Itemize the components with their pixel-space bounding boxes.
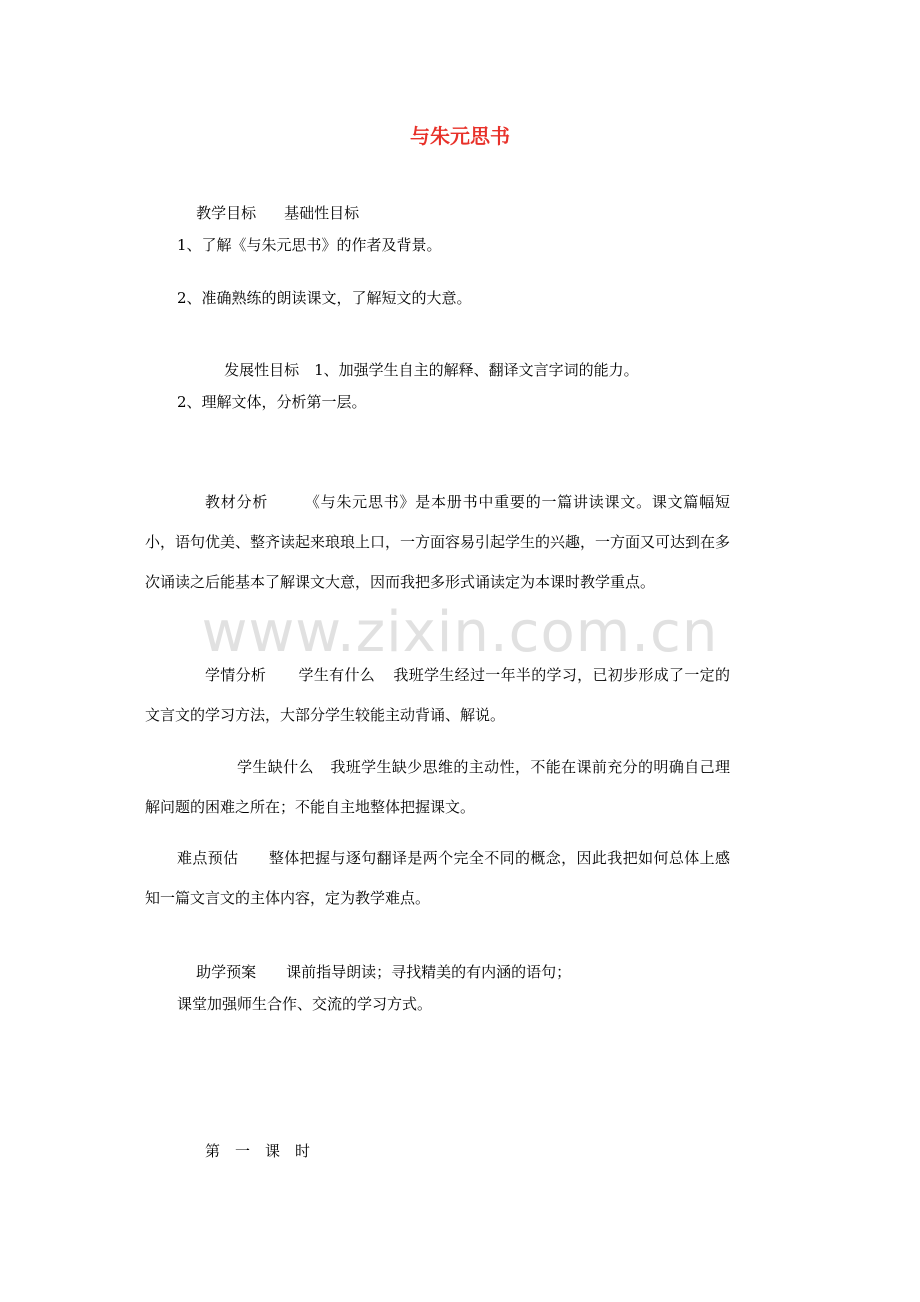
lesson-heading: 第 一 课 时: [205, 1142, 311, 1160]
learning-lack-text: 我班学生缺少思维的主动性，不能在课前充分的明确自己理解问题的困难之所在；不能自主地整体把握课文。: [145, 758, 730, 816]
difficulty-estimate: [145, 838, 730, 918]
development-goals: [205, 340, 639, 400]
learning-analysis-label: 学情分析: [205, 666, 267, 684]
difficulty-text: 整体把握与逐句翻译是两个完全不同的概念，因此我把如何总体上感知一篇文言文的主体内容，定为教学难点。: [145, 849, 730, 907]
learning-aids: [177, 942, 571, 1002]
material-analysis-label: 教材分析: [205, 493, 269, 511]
basic-goal-2: 2、准确熟练的朗读课文，了解短文的大意。: [177, 289, 472, 307]
document-title: 与朱元思书: [410, 124, 510, 148]
basic-goal-1: 1、了解《与朱元思书》的作者及背景。: [177, 236, 442, 254]
learning-analysis-has: [145, 655, 730, 735]
development-goals-label: 发展性目标: [224, 361, 300, 379]
learning-aids-text-2: 课堂加强师生合作、交流的学习方式。: [177, 995, 433, 1013]
learning-aids-text-1: 课前指导朗读；寻找精美的有内涵的语句；: [286, 963, 572, 981]
learning-aids-label: 助学预案: [196, 963, 257, 981]
teaching-goals-label: 教学目标: [196, 204, 257, 222]
watermark: www.zixin.com.cn: [201, 600, 719, 665]
material-analysis-text: 《与朱元思书》是本册书中重要的一篇讲读课文。课文篇幅短小，语句优美、整齐读起来琅琅上口，一方面容易引起学生的兴趣，一方面又可达到在多次诵读之后能基本了解课文大意，因而我把多形式诵读定为本课时教学重点。: [145, 493, 731, 591]
learning-lack-label: 学生缺什么: [237, 758, 314, 776]
difficulty-label: 难点预估: [177, 849, 239, 867]
learning-has-label: 学生有什么: [298, 666, 376, 684]
basic-goals-label: 基础性目标: [284, 204, 360, 222]
material-analysis: [145, 482, 730, 602]
learning-has-text: 我班学生经过一年半的学习，已初步形成了一定的文言文的学习方法，大部分学生较能主动背诵、解说。: [145, 666, 730, 724]
teaching-goals-heading: [177, 183, 359, 243]
learning-analysis-lack: [145, 747, 730, 827]
development-goal-2: 2、理解文体，分析第一层。: [177, 393, 367, 411]
development-goal-1: 1、加强学生自主的解释、翻译文言字词的能力。: [314, 361, 639, 379]
